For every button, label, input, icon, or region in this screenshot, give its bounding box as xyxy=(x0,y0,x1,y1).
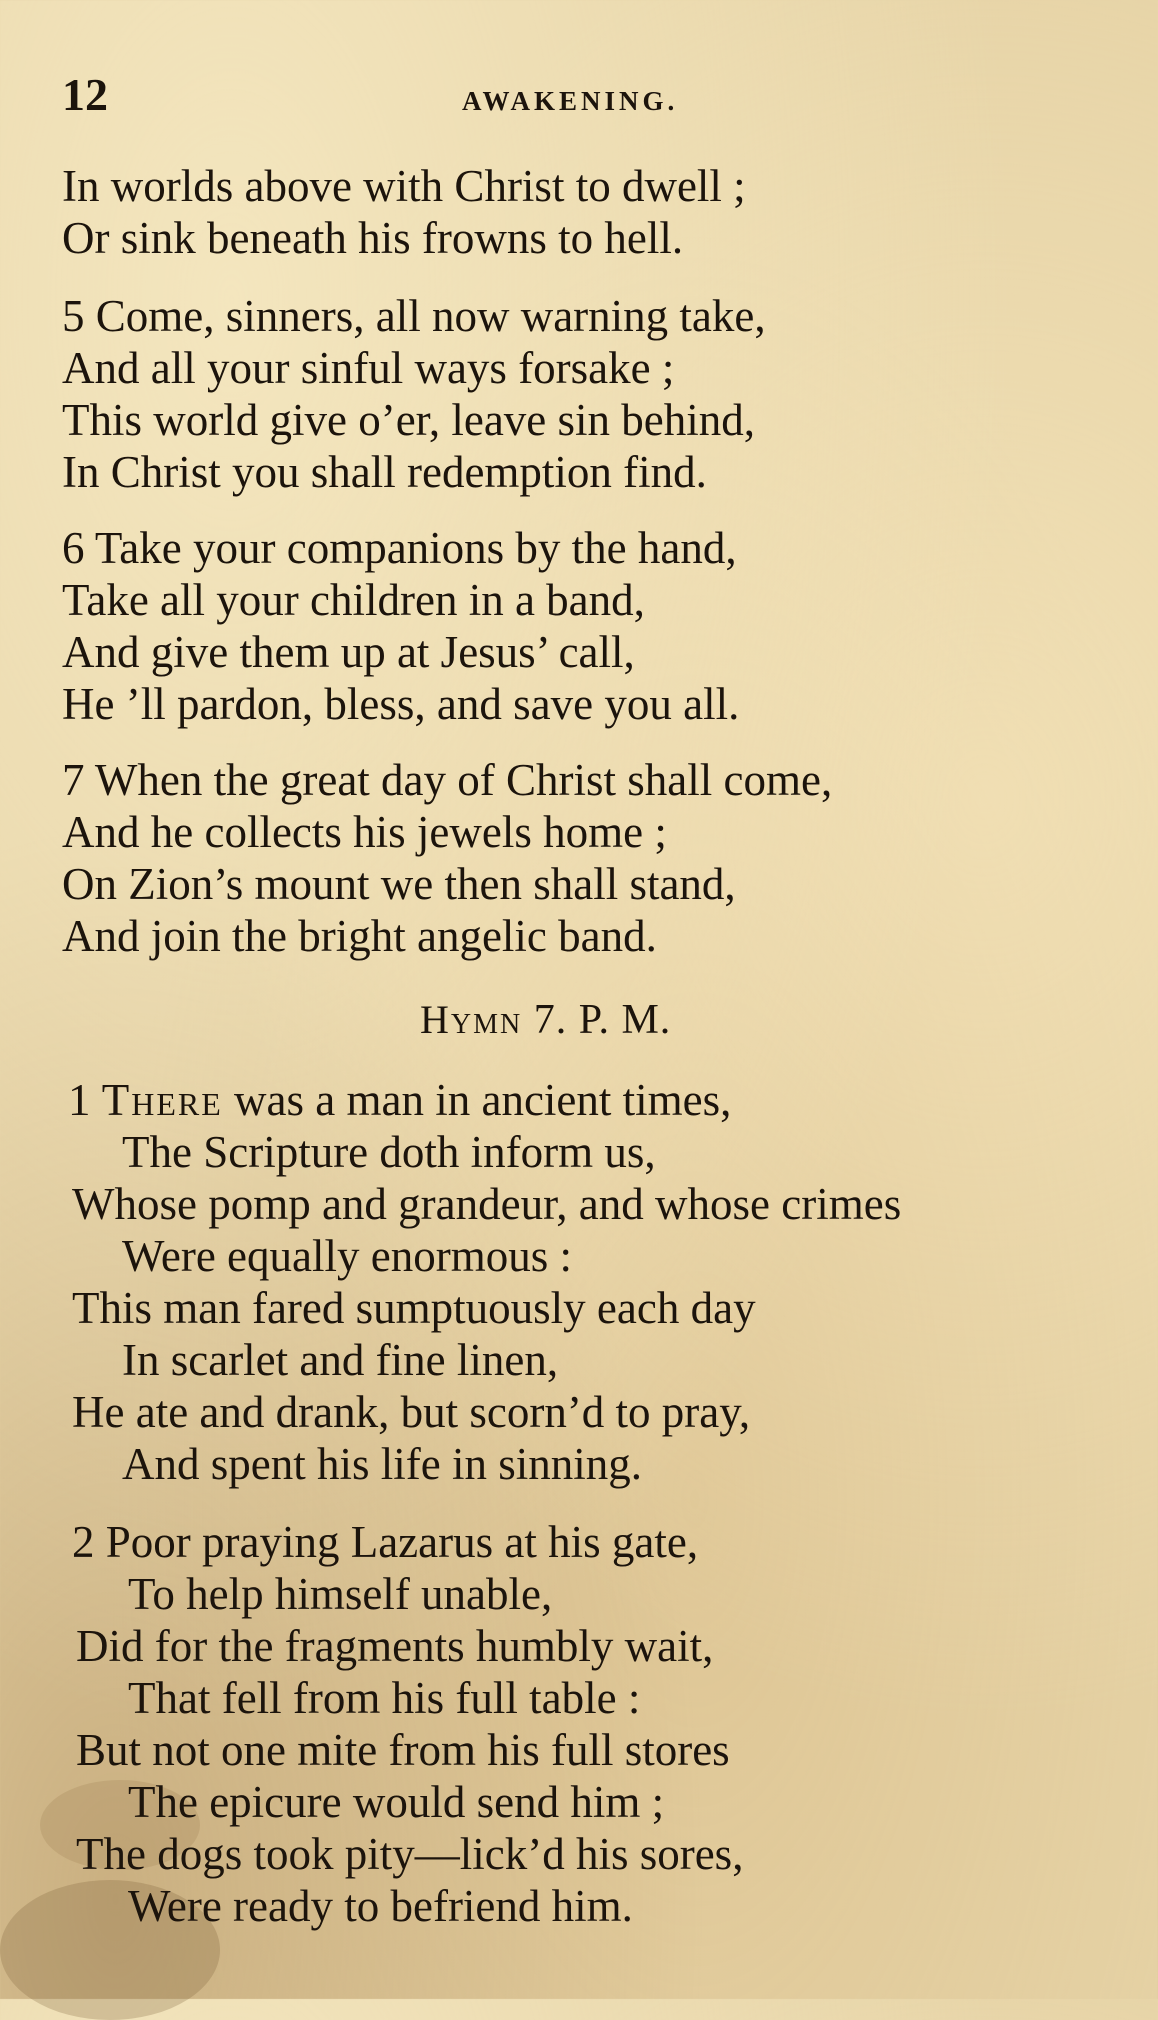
poem-line: 2 Poor praying Lazarus at his gate, xyxy=(72,1517,699,1567)
poem-line: And he collects his jewels home ; xyxy=(62,807,667,857)
poem-line: He ate and drank, but scorn’d to pray, xyxy=(72,1387,751,1437)
hymn-title xyxy=(420,996,671,1044)
poem-line: And give them up at Jesus’ call, xyxy=(62,627,635,677)
first-word: There xyxy=(101,1075,223,1125)
poem-line: The epicure would send him ; xyxy=(128,1777,665,1827)
poem-line: To help himself unable, xyxy=(128,1569,553,1619)
poem-line: Whose pomp and grandeur, and whose crimes xyxy=(72,1179,902,1229)
stanza-number: 1 xyxy=(68,1075,91,1125)
poem-line: Were equally enormous : xyxy=(122,1231,572,1281)
poem-line: That fell from his full table : xyxy=(128,1673,641,1723)
page-header xyxy=(62,68,1062,128)
poem-line: Or sink beneath his frowns to hell. xyxy=(62,213,684,263)
poem-line: And spent his life in sinning. xyxy=(122,1439,642,1489)
poem-line: And join the bright angelic band. xyxy=(62,911,657,961)
poem-line: Take all your children in a band, xyxy=(62,575,645,625)
poem-line: And all your sinful ways forsake ; xyxy=(62,343,675,393)
poem-line: In Christ you shall redemption find. xyxy=(62,447,707,497)
poem-line: This man fared sumptuously each day xyxy=(72,1283,756,1333)
poem-line-text: was a man in ancient times, xyxy=(234,1075,732,1125)
poem-line: He ’ll pardon, bless, and save you all. xyxy=(62,679,740,729)
poem-line: On Zion’s mount we then shall stand, xyxy=(62,859,736,909)
poem-line: Did for the fragments humbly wait, xyxy=(76,1621,714,1671)
poem-line: But not one mite from his full stores xyxy=(76,1725,730,1775)
page-number: 12 xyxy=(62,69,108,120)
poem-line: The Scripture doth inform us, xyxy=(122,1127,656,1177)
poem-line: 6 Take your companions by the hand, xyxy=(62,523,737,573)
poem-line: The dogs took pity—lick’d his sores, xyxy=(76,1829,744,1879)
poem-line: This world give o’er, leave sin behind, xyxy=(62,395,756,445)
hymn-title-word: Hymn xyxy=(420,997,523,1042)
poem-line: In scarlet and fine linen, xyxy=(122,1335,559,1385)
running-head: AWAKENING. xyxy=(462,86,679,116)
poem-line: Were ready to befriend him. xyxy=(128,1881,633,1931)
poem-line xyxy=(68,1074,731,1126)
poem-line: 5 Come, sinners, all now warning take, xyxy=(62,291,766,341)
poem-line: 7 When the great day of Christ shall come, xyxy=(62,755,833,805)
poem-line: In worlds above with Christ to dwell ; xyxy=(62,161,746,211)
hymn-title-meter: 7. P. M. xyxy=(533,997,672,1043)
